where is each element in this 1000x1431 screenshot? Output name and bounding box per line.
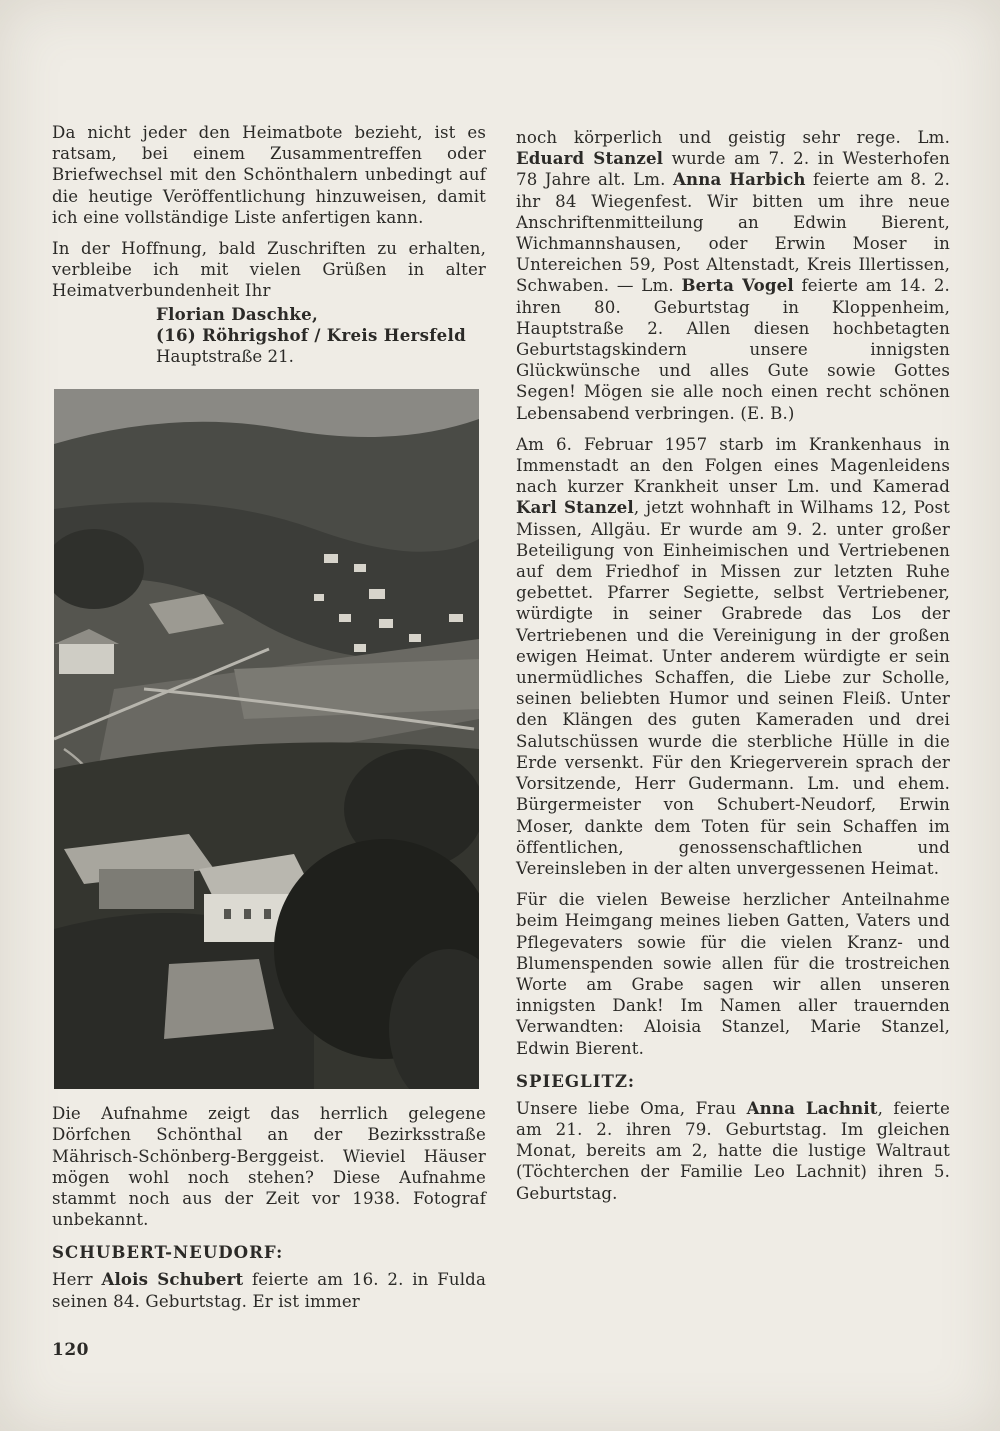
person-name: Anna Harbich bbox=[673, 169, 806, 190]
person-name: Karl Stanzel bbox=[516, 497, 634, 518]
signature-address: (16) Röhrigshof / Kreis Hersfeld bbox=[156, 324, 467, 345]
photo-caption: Die Aufnahme zeigt das herrlich gelegene Dörfchen Schönthal an der Bezirksstraße Mährisch-Schönberg-Berggeist. Wieviel Häuser mögen wohl noch stehen? Diese Aufnahme stammt noch aus der Zeit vor 1938. Fotograf unbekannt. bbox=[52, 1104, 486, 1230]
person-name: Eduard Stanzel bbox=[516, 148, 664, 169]
intro-paragraph: Da nicht jeder den Heimatbote bezieht, ist es ratsam, bei einem Zusammentreffen oder Briefwechsel mit den Schönthalern unbedingt auf die heutige Veröffentlichung hinzuweisen, damit ich eine vollständige Liste anfertigen kann. bbox=[52, 123, 486, 227]
thanks-paragraph: Für die vielen Beweise herzlicher Anteilnahme beim Heimgang meines lieben Gatten, Vaters und Pflegevaters sowie für die vielen Kranz- und Blumenspenden sowie allen für die trostreichen Worte am Grabe sagen wir allen unseren innigsten Dank! Im Namen aller trauernden Verwandten: Aloisia Stanzel, Marie Stanzel, Edwin Bierent. bbox=[516, 890, 950, 1058]
signature-block bbox=[156, 304, 486, 368]
person-name: Alois Schubert bbox=[101, 1269, 244, 1290]
section-heading-schubert-neudorf: SCHUBERT-NEUDORF: bbox=[52, 1242, 284, 1263]
left-column bbox=[52, 122, 486, 1322]
signature-name: Florian Daschke, bbox=[156, 303, 319, 324]
signature-street: Hauptstraße 21. bbox=[156, 347, 294, 367]
birthday-paragraph: noch körperlich und geistig sehr rege. Lm. Eduard Stanzel wurde am 7. 2. in Westerhofen 78 Jahre alt. Lm. Anna Harbich feierte am 8. 2. ihr 84 Wiegenfest. Wir bitten um ihre neue Anschriftenmitteilung an Edwin Bierent, Wichmannshausen, oder Erwin Moser in Untereichen 59, Post Altenstadt, Kreis Illertissen, Schwaben. — Lm. Berta Vogel feierte am 14. 2. ihren 80. Geburtstag in Kloppenheim, Hauptstraße 2. Allen diesen hochbetagten Geburtstagskindern unsere innigsten Glückwünsche und alles Gute sowie Gottes Segen! Mögen sie alle noch einen recht schönen Lebensabend verbringen. (E. B.) bbox=[516, 128, 950, 423]
right-column bbox=[516, 127, 950, 1214]
person-name: Anna Lachnit bbox=[746, 1097, 878, 1118]
village-photo bbox=[54, 389, 479, 1089]
obituary-paragraph: Am 6. Februar 1957 starb im Krankenhaus in Immenstadt an den Folgen eines Magenleidens nach kurzer Krankheit unser Lm. und Kamerad Karl Stanzel, jetzt wohnhaft in Wilhams 12, Post Missen, Allgäu. Er wurde am 9. 2. unter großer Beteiligung von Einheimischen und Vertriebenen auf dem Friedhof in Missen zur letzten Ruhe gebettet. Pfarrer Segiette, selbst Vertriebener, würdigte in seiner Grabrede das Los der Vertriebenen und die Vereinigung in der großen ewigen Heimat. Unter anderem würdigte er sein unermüdliches Schaffen, die Liebe zur Scholle, seinen beliebten Humor und seinen Fleiß. Unter den Klängen des guten Kameraden und drei Salutschüssen wurde die sterbliche Hülle in die Erde versenkt. Für den Kriegerverein sprach der Vorsitzende, Herr Gudermann. Lm. und ehem. Bürgermeister von Schubert-Neudorf, Erwin Moser, dankte dem Toten für sein Schaffen im öffentlichen, genossenschaftlichen und Vereinsleben in der alten unvergessenen Heimat. bbox=[516, 434, 950, 878]
person-name: Berta Vogel bbox=[681, 275, 794, 296]
section-heading-spieglitz: SPIEGLITZ: bbox=[516, 1070, 636, 1091]
page-number: 120 bbox=[52, 1340, 89, 1360]
closing-paragraph: In der Hoffnung, bald Zuschriften zu erhalten, verbleibe ich mit vielen Grüßen in alter Heimatverbundenheit Ihr bbox=[52, 239, 486, 301]
schubert-neudorf-paragraph: Herr Alois Schubert feierte am 16. 2. in Fulda seinen 84. Geburtstag. Er ist immer bbox=[52, 1269, 486, 1311]
spieglitz-paragraph: Unsere liebe Oma, Frau Anna Lachnit, feierte am 21. 2. ihren 79. Geburtstag. Im gleichen Monat, bereits am 2, hatte die lustige Waltraut (Töchterchen der Familie Leo Lachnit) ihren 5. Geburtstag. bbox=[516, 1097, 950, 1203]
village-photo-illustration bbox=[54, 389, 479, 1089]
